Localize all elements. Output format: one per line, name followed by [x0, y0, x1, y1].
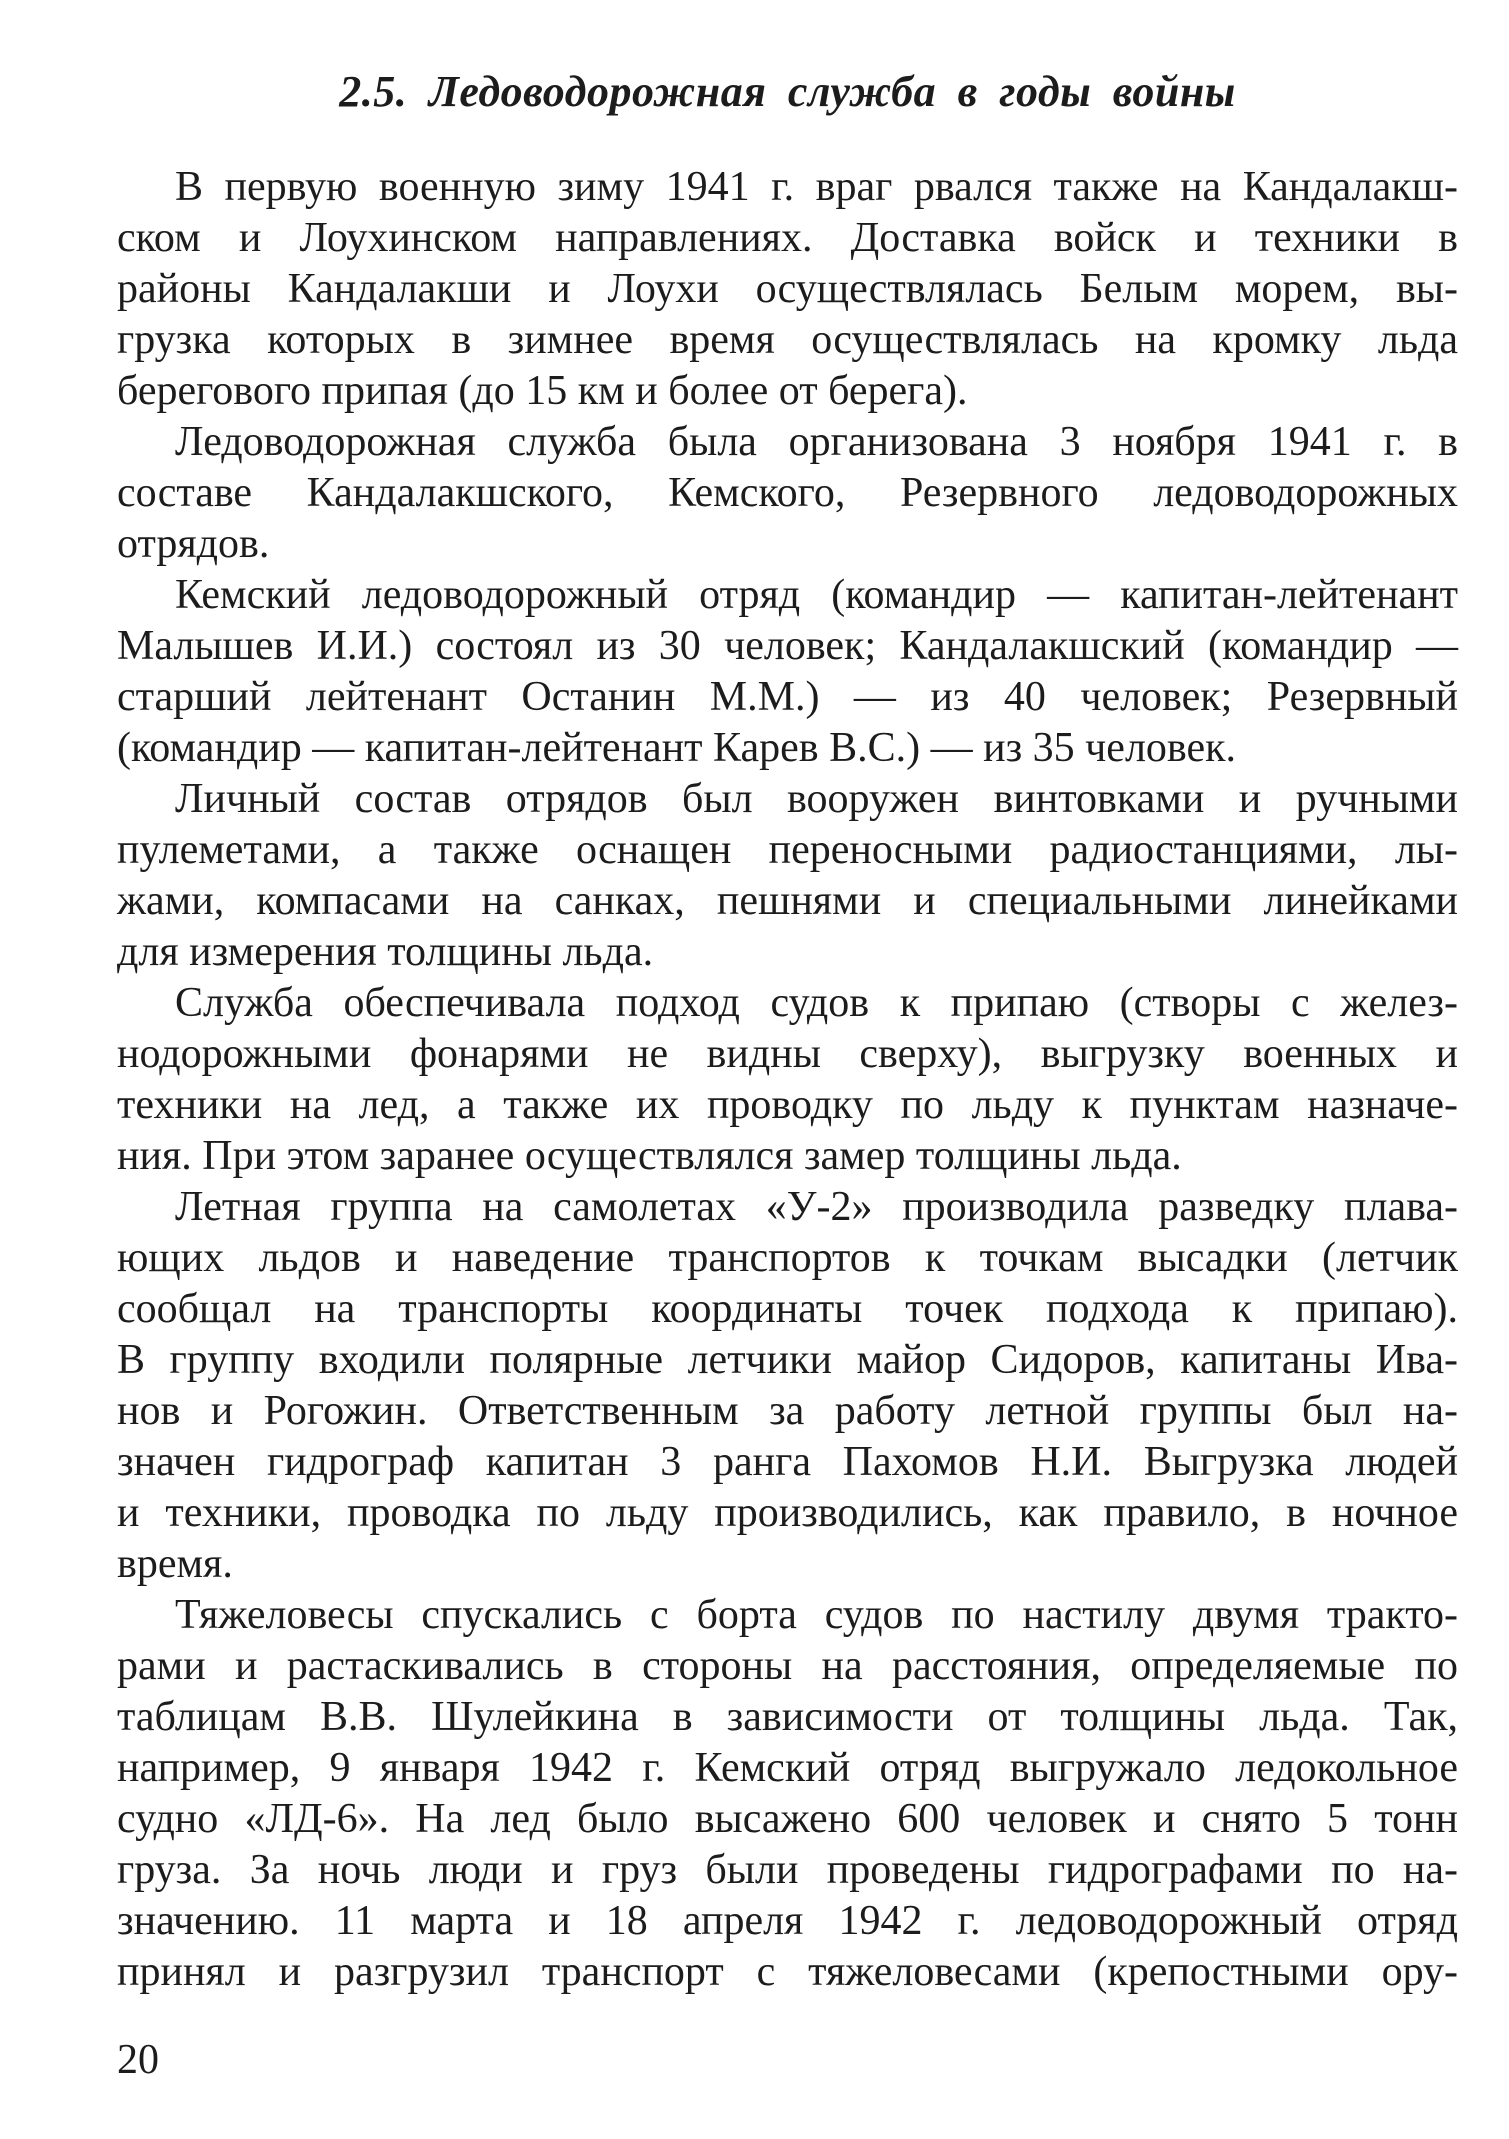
paragraph — [117, 1182, 1458, 1590]
text-line: Кемский ледоводорожный отряд (командир — капитан-лейтенант — [175, 572, 1458, 618]
paragraph — [117, 774, 1458, 978]
paragraph — [117, 570, 1458, 774]
text-body — [117, 162, 1458, 1998]
text-line: жами, компасами на санках, пешнями и специальными линейками — [117, 878, 1458, 924]
text-line: В первую военную зиму 1941 г. враг рвался также на Кандалакш- — [175, 164, 1458, 210]
text-line: сообщал на транспорты координаты точек подхода к припаю). — [117, 1286, 1458, 1332]
text-line: для измерения толщины льда. — [117, 929, 654, 975]
text-line: значению. 11 марта и 18 апреля 1942 г. ледоводорожный отряд — [117, 1898, 1458, 1944]
text-line: берегового припая (до 15 км и более от берега). — [117, 368, 968, 414]
text-line: груза. За ночь люди и груз были проведены гидрографами по на- — [117, 1847, 1458, 1893]
page-number: 20 — [117, 2037, 159, 2083]
text-line: Личный состав отрядов был вооружен винтовками и ручными — [175, 776, 1458, 822]
paragraph — [117, 1590, 1458, 1998]
text-line: Малышев И.И.) состоял из 30 человек; Кандалакшский (командир — — [117, 623, 1458, 669]
text-line: и техники, проводка по льду производились, как правило, в ночное — [117, 1490, 1458, 1536]
text-line: отрядов. — [117, 521, 270, 567]
paragraph — [117, 162, 1458, 417]
text-line: пулеметами, а также оснащен переносными радиостанциями, лы- — [117, 827, 1458, 873]
text-line: ния. При этом заранее осуществлялся замер толщины льда. — [117, 1133, 1182, 1179]
text-line: ском и Лоухинском направлениях. Доставка войск и техники в — [117, 215, 1458, 261]
text-line: например, 9 января 1942 г. Кемский отряд выгружало ледокольное — [117, 1745, 1458, 1791]
text-line: составе Кандалакшского, Кемского, Резервного ледоводорожных — [117, 470, 1458, 516]
text-line: нодорожными фонарями не видны сверху), выгрузку военных и — [117, 1031, 1458, 1077]
text-line: таблицам В.В. Шулейкина в зависимости от толщины льда. Так, — [117, 1694, 1458, 1740]
text-line: В группу входили полярные летчики майор Сидоров, капитаны Ива- — [117, 1337, 1458, 1383]
text-line: время. — [117, 1541, 233, 1587]
section-heading: 2.5. Ледоводорожная служба в годы войны — [339, 67, 1236, 116]
text-line: старший лейтенант Останин М.М.) — из 40 человек; Резервный — [117, 674, 1458, 720]
text-line: Служба обеспечивала подход судов к припаю (створы с желез- — [175, 980, 1458, 1026]
text-line: принял и разгрузил транспорт с тяжеловесами (крепостными ору- — [117, 1949, 1458, 1995]
text-line: судно «ЛД-6». На лед было высажено 600 человек и снято 5 тонн — [117, 1796, 1458, 1842]
text-line: Тяжеловесы спускались с борта судов по настилу двумя тракто- — [175, 1592, 1458, 1638]
text-line: районы Кандалакши и Лоухи осуществлялась Белым морем, вы- — [117, 266, 1458, 312]
text-line: значен гидрограф капитан 3 ранга Пахомов Н.И. Выгрузка людей — [117, 1439, 1458, 1485]
text-line: нов и Рогожин. Ответственным за работу летной группы был на- — [117, 1388, 1458, 1434]
text-line: (командир — капитан-лейтенант Карев В.С.) — из 35 человек. — [117, 725, 1237, 771]
paragraph — [117, 417, 1458, 570]
text-line: ющих льдов и наведение транспортов к точкам высадки (летчик — [117, 1235, 1458, 1281]
text-line: техники на лед, а также их проводку по льду к пунктам назначе- — [117, 1082, 1458, 1128]
text-line: грузка которых в зимнее время осуществлялась на кромку льда — [117, 317, 1458, 363]
text-line: Летная группа на самолетах «У-2» производила разведку плава- — [175, 1184, 1458, 1230]
text-line: рами и растаскивались в стороны на расстояния, определяемые по — [117, 1643, 1458, 1689]
paragraph — [117, 978, 1458, 1182]
text-line: Ледоводорожная служба была организована 3 ноября 1941 г. в — [175, 419, 1458, 465]
